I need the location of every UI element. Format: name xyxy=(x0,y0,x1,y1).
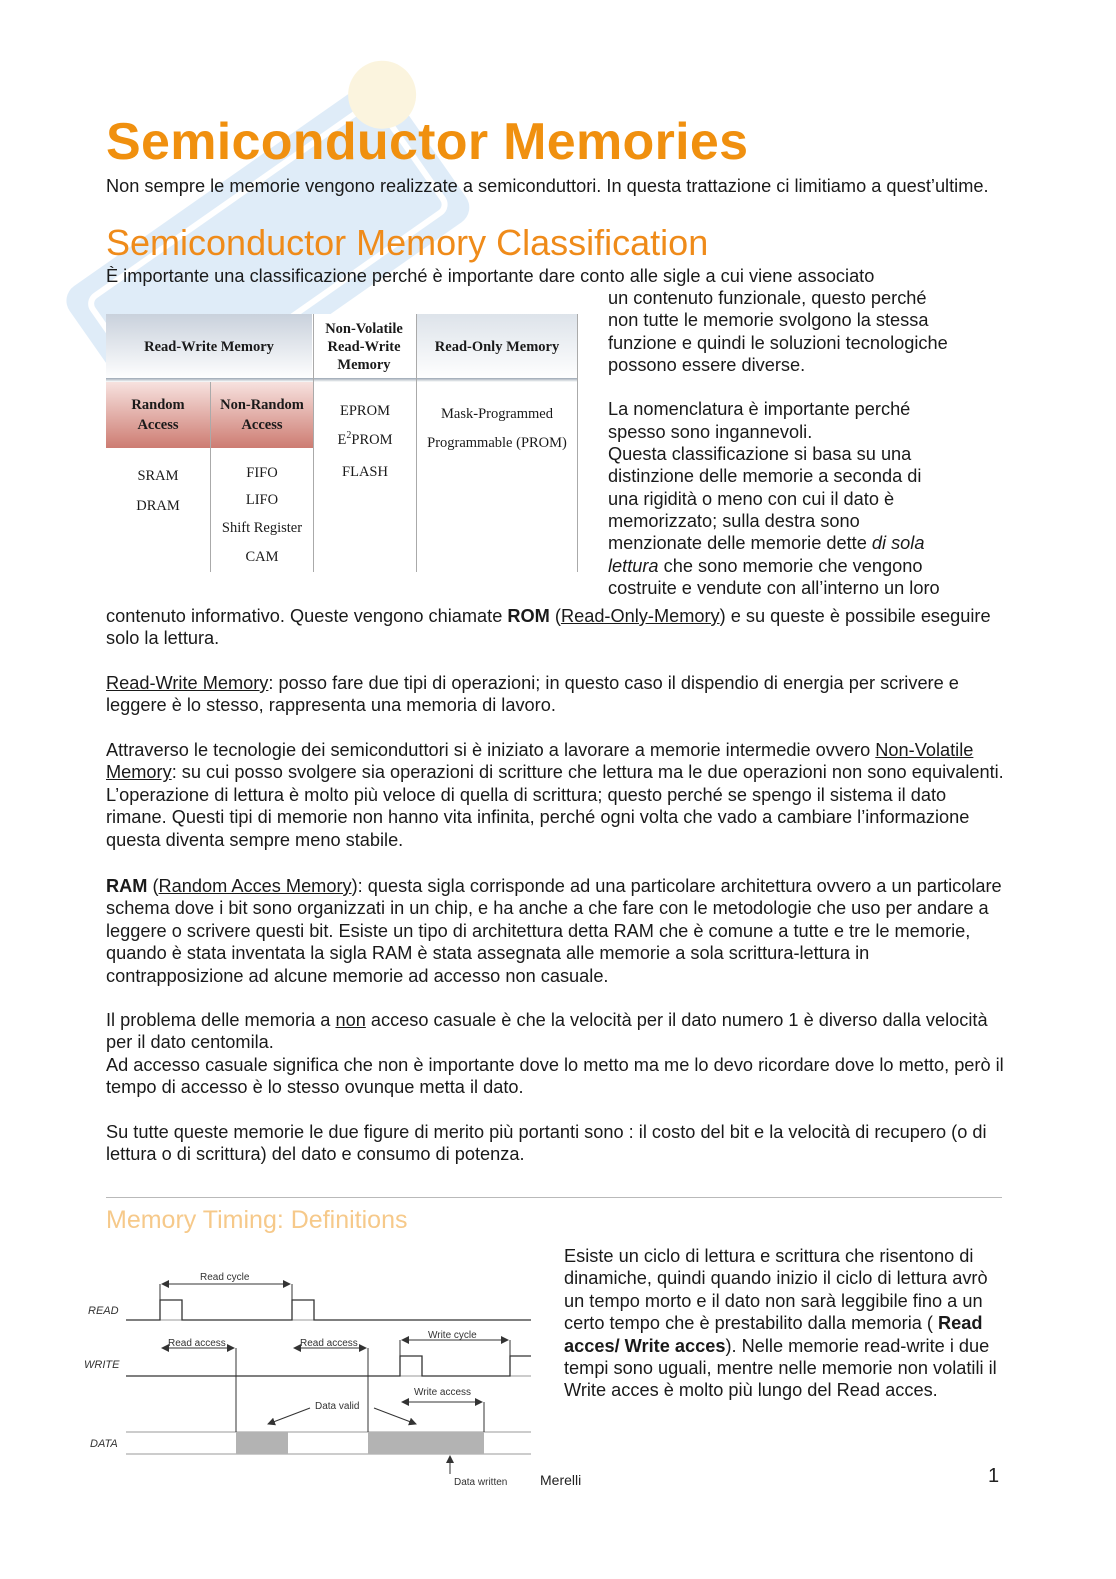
data-valid-block xyxy=(368,1432,484,1454)
page-title: Semiconductor Memories xyxy=(106,113,749,171)
side-line: memorizzato; sulla destra sono xyxy=(608,510,860,531)
section-heading-classification: Semiconductor Memory Classification xyxy=(106,222,709,263)
side-line: funzione e quindi le soluzioni tecnologiche xyxy=(608,332,948,353)
data-valid-block xyxy=(236,1432,288,1454)
rom-definition: Read-Only-Memory xyxy=(560,606,720,626)
non-volatile-paragraph: Attraverso le tecnologie dei semiconduttori si è iniziato a lavorare a memorie intermedie ovvero Non-Volatile Memory: su cui posso svolgere sia operazioni di scritture che lettura ma le due operazioni non sono equivalenti. L’operazione di lettura è molto più veloce di quella di scrittura; questo perché se spengo il sistema il dato rimane. Questi tipi di memorie non hanno vita infinita, perché ogni volta che vado a cambiare l’informazione questa diventa sempre meno stabile. xyxy=(106,740,1004,850)
header-read-write: Read-Write Memory xyxy=(106,314,312,380)
classification-side-text xyxy=(608,287,1008,599)
data-valid-label: Data valid xyxy=(315,1401,360,1412)
classification-line-1: È importante una classificazione perché è importante dare conto alle sigle a cui viene associato xyxy=(106,266,875,286)
non-volatile-term: Non-Volatile Memory xyxy=(106,740,974,783)
table-cell: Programmable (PROM) xyxy=(427,435,567,451)
italic-text: lettura xyxy=(608,555,659,576)
table-cell: DRAM xyxy=(136,498,180,514)
memory-classification-table xyxy=(106,314,578,572)
access-terms: Read acces/ Write acces xyxy=(564,1313,983,1356)
read-write-paragraph: Read-Write Memory: posso fare due tipi di operazioni; in questo caso il dispendio di energia per scrivere e leggere è lo stesso, rappresenta una memoria di lavoro. xyxy=(106,673,959,716)
side-line: La nomenclatura è importante perché xyxy=(608,399,911,420)
table-cell: EPROM xyxy=(340,403,390,419)
side-line: possono essere diverse. xyxy=(608,354,806,375)
side-line: un contenuto funzionale, questo perché xyxy=(608,288,927,308)
table-cell: LIFO xyxy=(245,492,279,508)
data-valid-pointer xyxy=(374,1408,416,1424)
read-access-label: Read access xyxy=(168,1338,226,1349)
rom-paragraph: contenuto informativo. Queste vengono chiamate ROM (Read-Only-Memory) e su queste è possibile eseguire solo la lettura. xyxy=(106,606,991,649)
table-cell: Mask-Programmed xyxy=(441,406,553,422)
timing-paragraph: Esiste un ciclo di lettura e scrittura che risentono di dinamiche, quindi quando inizio il ciclo di lettura avrò un tempo morto e il dato non sarà leggibile fino a un certo tempo che è prestabilito dalla memoria ( Read acces/ Write acces). Nelle memorie read-write i due tempi sono uguali, mentre nelle memorie non volatili il Write acces è molto più lungo del Read acces. xyxy=(564,1246,997,1401)
write-access-label: Write access xyxy=(414,1387,472,1398)
side-line: una rigidità o meno con cui il dato è xyxy=(608,488,895,509)
table-cell: SRAM xyxy=(137,468,179,484)
side-line: lettura che sono memorie che vengono xyxy=(608,555,923,576)
table-cell: Shift Register xyxy=(221,520,303,536)
read-write-term: Read-Write Memory xyxy=(106,673,269,693)
write-signal-label: WRITE xyxy=(84,1359,120,1371)
data-valid-pointer xyxy=(268,1408,310,1424)
side-line: menzionate delle memorie dette di sola xyxy=(608,533,925,554)
read-cycle-label: Read cycle xyxy=(200,1272,250,1283)
data-signal-label: DATA xyxy=(90,1438,118,1450)
side-line: spesso sono ingannevoli. xyxy=(608,421,813,442)
read-signal-label: READ xyxy=(88,1305,119,1317)
ram-paragraph: RAM (Random Acces Memory): questa sigla corrisponde ad una particolare architettura ovvero a un particolare schema dove i bit sono organizzati in un chip, e ha anche a che fare con le metodologie che uso per andare a leggere o scrivere questi bit. Esiste un tipo di architettura detta RAM che è comune a tutte e tre le memorie, quando è stata inventata la sigla RAM è stata assegnata alle memorie a sola scrittura-lettura in contrapposizione ad alcune memorie ad accesso non casuale. xyxy=(106,876,1002,986)
ram-term: RAM xyxy=(106,876,148,896)
rom-term: ROM xyxy=(507,606,550,626)
header-read-only: Read-Only Memory xyxy=(416,314,578,380)
header-non-volatile: Non-Volatile Read-Write Memory xyxy=(312,314,416,380)
data-written-label: Data written xyxy=(454,1477,508,1488)
merit-paragraph: Su tutte queste memorie le due figure di merito più portanti sono : il costo del bit e la velocità di recupero (o di lettura o di scrittura) del dato e consumo di potenza. xyxy=(106,1122,987,1165)
table-cell: FIFO xyxy=(246,465,278,481)
write-waveform xyxy=(126,1356,531,1376)
read-waveform xyxy=(126,1300,531,1320)
section-divider xyxy=(106,1197,1002,1198)
table-cell: CAM xyxy=(245,549,279,565)
table-cell: FLASH xyxy=(342,464,388,480)
write-cycle-label: Write cycle xyxy=(428,1330,477,1341)
ram-paragraph-2: Il problema delle memoria a non acceso casuale è che la velocità per il dato numero 1 è diverso dalla velocità per il dato centomila. xyxy=(106,1010,988,1053)
section-heading-timing: Memory Timing: Definitions xyxy=(106,1206,408,1234)
memory-timing-diagram xyxy=(76,1262,546,1500)
italic-text: di sola xyxy=(871,533,925,554)
side-line: Questa classificazione si basa su una xyxy=(608,444,912,465)
table-cell: $E^2PROM$ xyxy=(337,430,393,448)
side-spacer xyxy=(608,376,1008,398)
side-line: distinzione delle memorie a seconda di xyxy=(608,466,922,487)
side-line: non tutte le memorie svolgono la stessa xyxy=(608,310,929,331)
side-line: costruite e vendute con all’interno un loro xyxy=(608,577,940,598)
page-number: 1 xyxy=(988,1465,1000,1487)
subheader-random-access: Random Access xyxy=(106,382,210,448)
intro-paragraph: Non sempre le memorie vengono realizzate a semiconduttori. In questa trattazione ci limitiamo a quest’ultime. xyxy=(106,176,989,196)
subheader-non-random-access: Non-Random Access xyxy=(210,382,314,448)
footer-author: Merelli xyxy=(540,1472,582,1488)
read-access-label: Read access xyxy=(300,1338,358,1349)
ram-definition: Random Acces Memory xyxy=(158,876,352,896)
ram-paragraph-3: Ad accesso casuale significa che non è importante dove lo metto ma me lo devo ricordare dove lo metto, però il tempo di accesso è lo stesso ovunque metta il dato. xyxy=(106,1055,1004,1098)
